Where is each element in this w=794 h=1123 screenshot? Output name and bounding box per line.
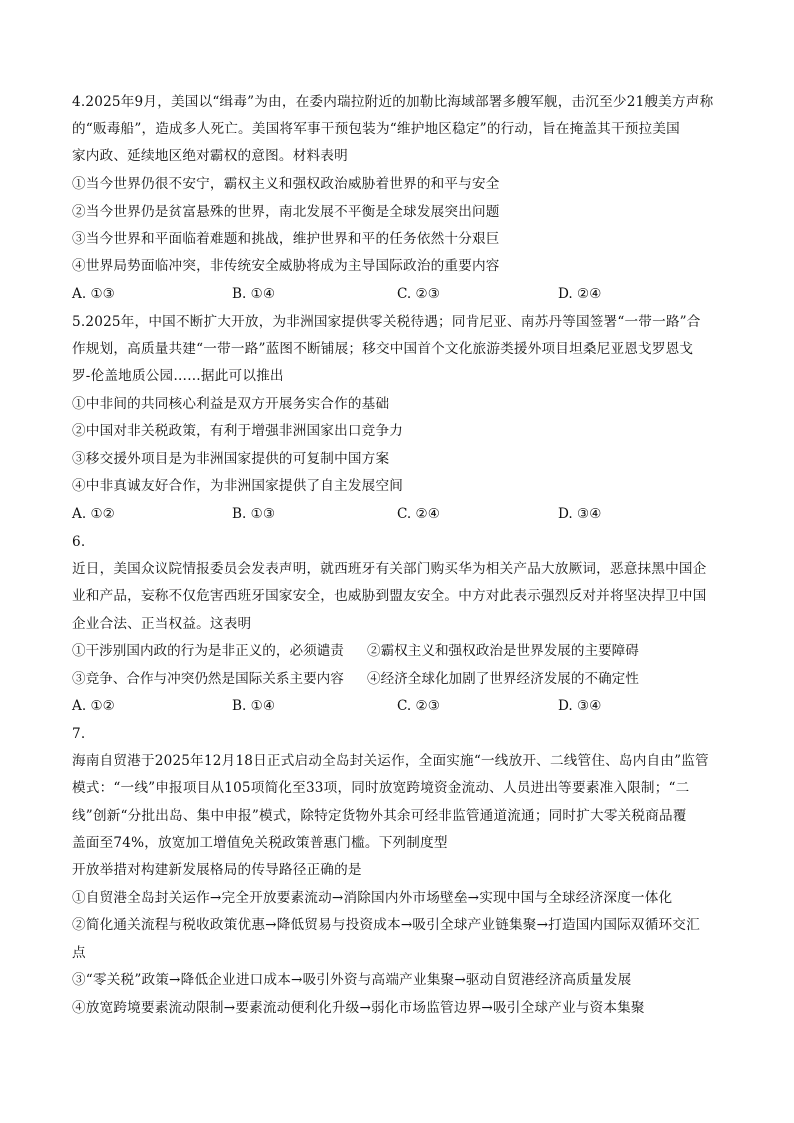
q5-option-d: D. ③④ — [558, 506, 602, 522]
q7-statement-3: ③“零关税”政策→降低企业进口成本→吸引外资与高端产业集聚→驱动自贸港经济高质量发展 — [72, 972, 632, 988]
q6-option-b: B. ①④ — [232, 698, 276, 714]
q7-stem-line: 线”创新“分批出岛、集中申报”模式，除特定货物外其余可经非监管通道流通；同时扩大零关税商品覆 — [72, 808, 687, 824]
q4-statement-1: ①当今世界仍很不安宁，霸权主义和强权政治威胁着世界的和平与安全 — [72, 176, 500, 192]
q4-statement-4: ④世界局势面临冲突，非传统安全威胁将成为主导国际政治的重要内容 — [72, 258, 500, 274]
q6-options — [72, 697, 732, 715]
q7-statement-1: ①自贸港全岛封关运作→完全开放要素流动→消除国内外市场壁垒→实现中国与全球经济深度一体化 — [72, 890, 673, 906]
q4-option-b: B. ①④ — [232, 286, 276, 302]
q4-options — [72, 285, 732, 303]
q5-statement-2: ②中国对非关税政策，有利于增强非洲国家出口竞争力 — [72, 423, 404, 439]
q6-option-c: C. ②③ — [397, 698, 440, 714]
q6-statement-1: ①干涉别国内政的行为是非正义的，必须谴责 — [72, 643, 344, 659]
q4-statement-2: ②当今世界仍是贫富悬殊的世界，南北发展不平衡是全球发展突出问题 — [72, 204, 500, 220]
q6-stem-line: 业和产品，妄称不仅危害西班牙国家安全，也威胁到盟友安全。中方对此表示强烈反对并将坚决捍卫中国 — [72, 588, 707, 604]
q6-statement-4: ④经济全球化加剧了世界经济发展的不确定性 — [367, 671, 639, 687]
q4-stem-line: 家内政、延续地区绝对霸权的意图。材料表明 — [72, 148, 348, 164]
q7-stem-line: 盖面至74%，放宽加工增值免关税政策普惠门槛。下列制度型 — [72, 835, 448, 851]
q6-statements-row-2 — [72, 670, 732, 688]
q7-number: 7. — [72, 726, 86, 742]
q4-option-c: C. ②③ — [397, 286, 440, 302]
q6-number: 6. — [72, 534, 86, 550]
q4-stem-line: 4.2025年9月，美国以“缉毒”为由，在委内瑞拉附近的加勒比海域部署多艘军舰，击沉至少21艘美方声称 — [72, 94, 714, 110]
q7-statement-2: ②简化通关流程与税收政策优惠→降低贸易与投资成本→吸引全球产业链集聚→打造国内国际双循环交汇 — [72, 917, 700, 933]
q5-options — [72, 505, 732, 523]
q6-stem-line: 近日，美国众议院情报委员会发表声明，就西班牙有关部门购买华为相关产品大放厥词，恶意抹黑中国企 — [72, 561, 707, 577]
q6-option-a: A. ①② — [72, 698, 115, 714]
q7-stem-line: 开放举措对构建新发展格局的传导路径正确的是 — [72, 862, 362, 878]
q5-option-b: B. ①③ — [232, 506, 276, 522]
q7-stem-line: 模式：“一线”申报项目从105项简化至33项，同时放宽跨境资金流动、人员进出等要素准入限制；“二 — [72, 780, 690, 796]
q7-stem-line: 海南自贸港于2025年12月18日正式启动全岛封关运作，全面实施“一线放开、二线管住、岛内自由”监管 — [72, 753, 709, 769]
q5-statement-1: ①中非间的共同核心利益是双方开展务实合作的基础 — [72, 396, 390, 412]
q5-option-c: C. ②④ — [397, 506, 440, 522]
q5-statement-4: ④中非真诚友好合作，为非洲国家提供了自主发展空间 — [72, 478, 404, 494]
q6-option-d: D. ③④ — [558, 698, 602, 714]
q5-statement-3: ③移交援外项目是为非洲国家提供的可复制中国方案 — [72, 451, 390, 467]
q5-stem-line: 罗-伦盖地质公园……据此可以推出 — [72, 368, 284, 384]
q7-statement-4: ④放宽跨境要素流动限制→要素流动便利化升级→弱化市场监管边界→吸引全球产业与资本集聚 — [72, 1000, 645, 1016]
q6-statement-3: ③竞争、合作与冲突仍然是国际关系主要内容 — [72, 671, 344, 687]
q4-statement-3: ③当今世界和平面临着难题和挑战，维护世界和平的任务依然十分艰巨 — [72, 231, 500, 247]
q5-stem-line: 作规划，高质量共建“一带一路”蓝图不断铺展；移交中国首个文化旅游类援外项目坦桑尼亚恩戈罗恩戈 — [72, 341, 694, 357]
q4-stem-line: 的“贩毒船”，造成多人死亡。美国将军事干预包装为“维护地区稳定”的行动，旨在掩盖其干预拉美国 — [72, 121, 680, 137]
q4-option-a: A. ①③ — [72, 286, 115, 302]
q7-statement-2-cont: 点 — [72, 945, 86, 961]
q5-option-a: A. ①② — [72, 506, 115, 522]
q6-stem-line: 企业合法、正当权益。这表明 — [72, 616, 252, 632]
q6-statements-row-1 — [72, 642, 732, 660]
q6-statement-2: ②霸权主义和强权政治是世界发展的主要障碍 — [367, 643, 639, 659]
q4-option-d: D. ②④ — [558, 286, 602, 302]
q5-stem-line: 5.2025年，中国不断扩大开放，为非洲国家提供零关税待遇；同肯尼亚、南苏丹等国签署“一带一路”合 — [72, 314, 701, 330]
